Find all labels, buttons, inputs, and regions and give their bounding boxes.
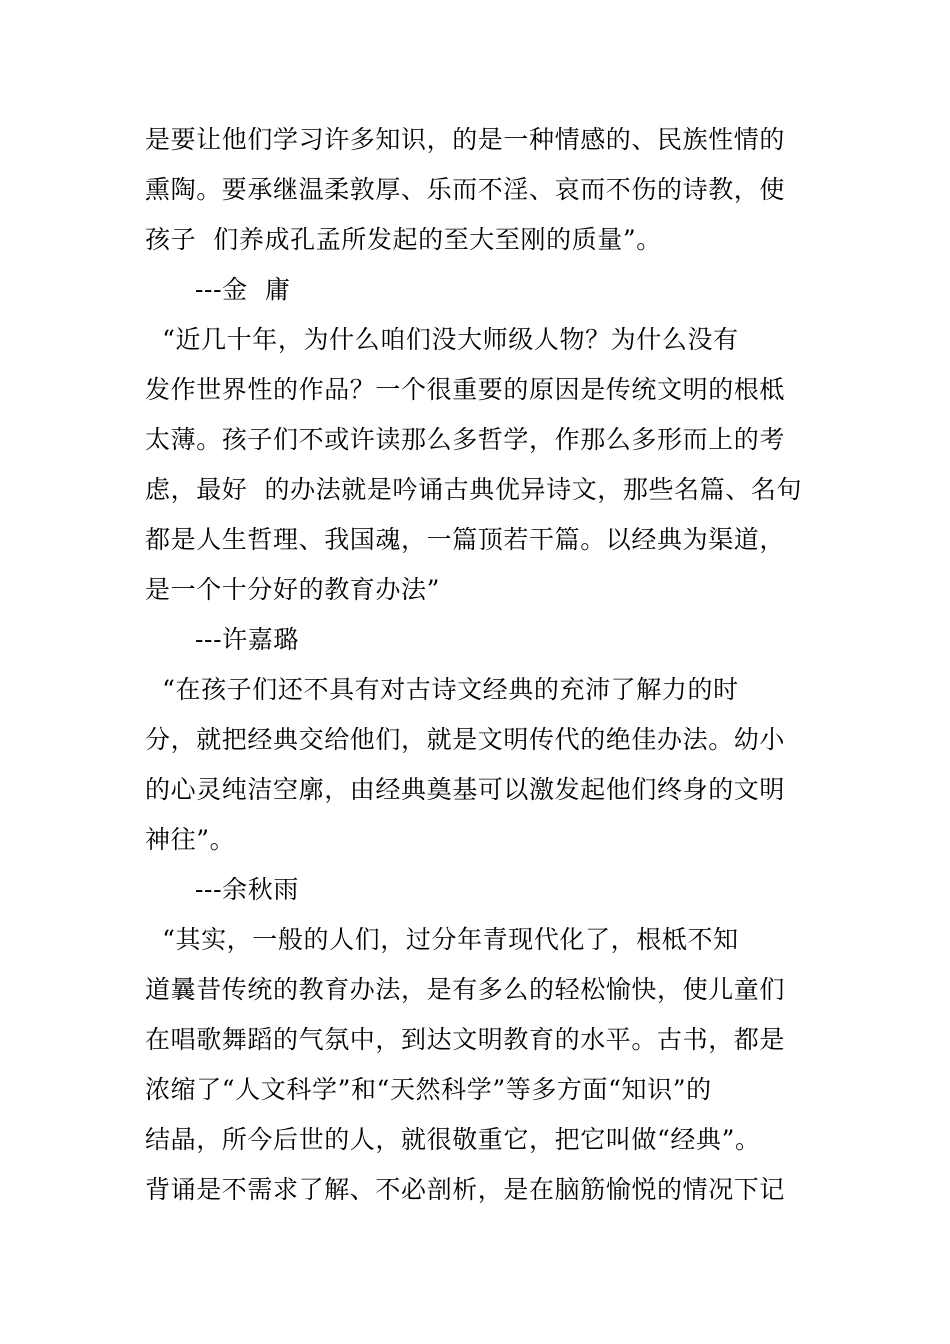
body-text-line: “其实，一般的人们，过分年青现代化了，根柢不知: [145, 925, 739, 954]
quote-attribution: ---许嘉璐: [195, 625, 299, 654]
body-text-line: “在孩子们还不具有对古诗文经典的充沛了解力的时: [145, 675, 739, 704]
body-text-line: 虑，最好 的办法就是吟诵古典优异诗文，那些名篇、名句: [145, 475, 803, 504]
quote-attribution: ---余秋雨: [195, 875, 299, 904]
body-text-line: 发作世界性的作品？一个很重要的原因是传统文明的根柢: [145, 375, 786, 404]
body-text-line: 的心灵纯洁空廓，由经典奠基可以激发起他们终身的文明: [145, 775, 786, 804]
body-text-line: 是要让他们学习许多知识，的是一种情感的、民族性情的: [145, 125, 786, 154]
body-text-line: 背诵是不需求了解、不必剖析，是在脑筋愉悦的情况下记: [145, 1175, 786, 1204]
body-text-line: 都是人生哲理、我国魂，一篇顶若干篇。以经典为渠道，: [145, 525, 786, 554]
body-text-line: 是一个十分好的教育办法”: [145, 575, 440, 604]
body-text-line: 结晶，所今后世的人，就很敬重它，把它叫做“经典”。: [145, 1125, 761, 1154]
body-text-line: 太薄。孩子们不或许读那么多哲学，作那么多形而上的考: [145, 425, 786, 454]
body-text-line: 孩子 们养成孔孟所发起的至大至刚的质量”。: [145, 225, 662, 254]
body-text-line: 浓缩了“人文科学”和“天然科学”等多方面“知识”的: [145, 1075, 712, 1104]
quote-attribution: ---金 庸: [195, 275, 291, 304]
body-text-line: 分，就把经典交给他们，就是文明传代的绝佳办法。幼小: [145, 725, 786, 754]
body-text-line: 在唱歌舞蹈的气氛中，到达文明教育的水平。古书，都是: [145, 1025, 786, 1054]
body-text-line: 熏陶。要承继温柔敦厚、乐而不淫、哀而不伤的诗教，使: [145, 175, 786, 204]
body-text-line: “近几十年，为什么咱们没大师级人物？为什么没有: [145, 325, 739, 354]
body-text-line: 道曩昔传统的教育办法，是有多么的轻松愉快，使儿童们: [145, 975, 786, 1004]
body-text-line: 神往”。: [145, 825, 236, 854]
